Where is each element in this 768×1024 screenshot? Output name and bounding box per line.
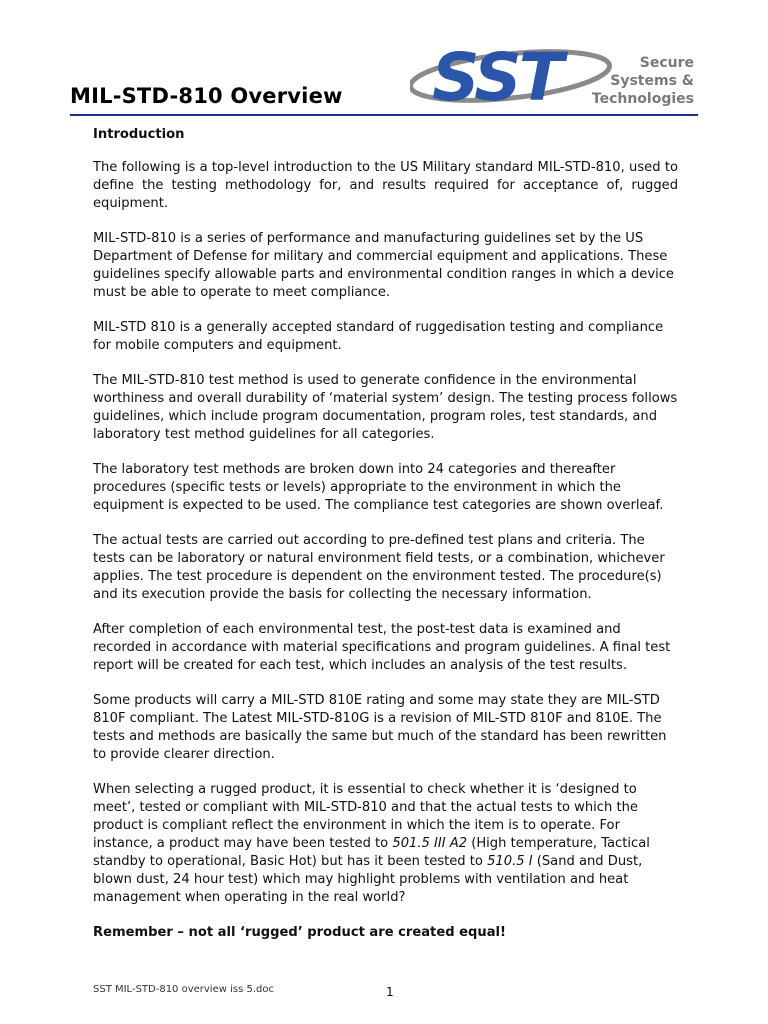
paragraph-2: MIL-STD-810 is a series of performance and manufacturing guidelines set by the US Department of Defense for military and commercial equipment and applications. These guidelines specify allowable parts and environmental condition ranges in which a device must be able to operate to meet compliance. [93,231,674,300]
page-number: 1 [386,985,394,999]
logo-line2: Systems & [610,73,694,89]
paragraph-9-text-a: When selecting a rugged product, it is essential to check whether it is ‘designed to meet’, tested or compliant with MIL-STD-810 and that the actual tests to which the product is compliant reflect the environment in which the item is to operate. For instance, a product may have been tested to [93,782,638,851]
section-heading: Introduction [93,127,185,142]
logo-line3: Technologies [591,91,694,107]
title-divider [70,114,698,116]
closing-remark: Remember – not all ‘rugged’ product are created equal! [93,925,507,940]
footer-filename: SST MIL-STD-810 overview iss 5.doc [93,984,274,995]
paragraph-6: The actual tests are carried out according to pre-defined test plans and criteria. The tests can be laboratory or natural environment field tests, or a combination, whichever applies. The test procedure is dependent on the environment tested. The procedure(s) and its execution provide the basis for collecting the necessary information. [93,533,665,602]
paragraph-3: MIL-STD 810 is a generally accepted standard of ruggedisation testing and compliance for mobile computers and equipment. [93,320,664,353]
paragraph-9-text-c: (Sand and Dust, blown dust, 24 hour test) which may highlight problems with ventilation and heat management when operating in the real world? [93,854,643,905]
paragraph-1: The following is a top-level introduction to the US Military standard MIL-STD-810, used to define the testing methodology for, and results required for acceptance of, rugged equipment. [93,160,678,211]
logo-letters: SST [432,39,561,112]
test-code-501: 501.5 III A2 [392,836,468,851]
test-code-510: 510.5 I [487,854,533,869]
paragraph-7: After completion of each environmental test, the post-test data is examined and recorded in accordance with material specifications and program guidelines. A final test report will be created for each test, which includes an analysis of the test results. [93,622,671,673]
paragraph-5: The laboratory test methods are broken down into 24 categories and thereafter procedures (specific tests or levels) appropriate to the environment in which the equipment is expected to be used. The compliance test categories are shown overleaf. [93,462,664,513]
logo-line1: Secure [639,55,694,71]
paragraph-4: The MIL-STD-810 test method is used to generate confidence in the environmental worthiness and overall durability of ‘material system’ design. The testing process follows guidelines, which include program documentation, program roles, test standards, and laboratory test method guidelines for all categories. [93,373,678,442]
paragraph-9 [93,781,678,907]
page-title: MIL-STD-810 Overview [70,84,343,108]
paragraph-9-text-b: (High temperature, Tactical standby to operational, Basic Hot) but has it been tested to [93,836,650,869]
paragraph-8: Some products will carry a MIL-STD 810E rating and some may state they are MIL-STD 810F compliant. The Latest MIL-STD-810G is a revision of MIL-STD 810F and 810E. The tests and methods are basically the same but much of the standard has been rewritten to provide clearer direction. [93,693,667,762]
sst-logo [410,36,700,112]
document-body [93,126,678,959]
